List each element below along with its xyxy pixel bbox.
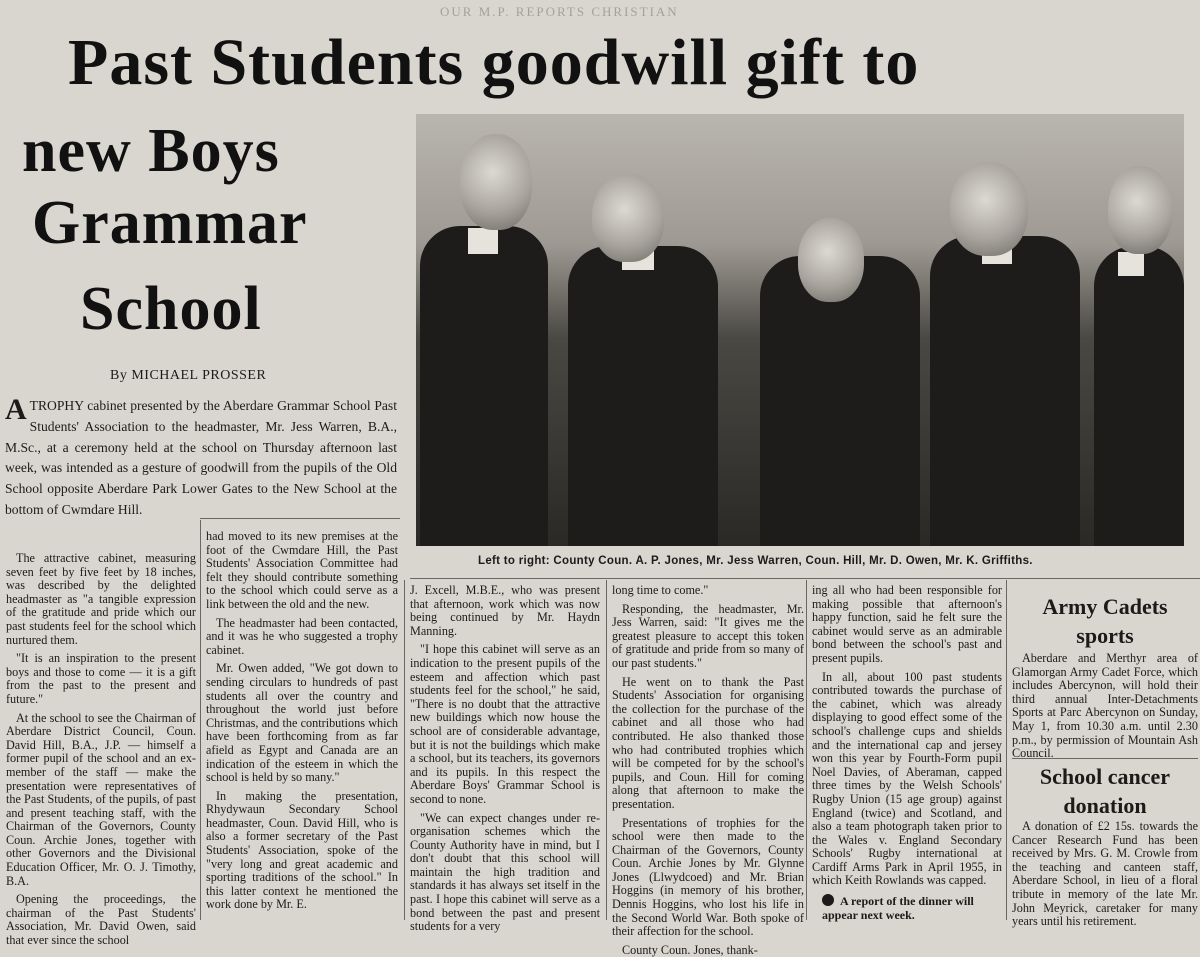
paragraph: He went on to thank the Past Students' Association for organising the collection for the purchase of the cabinet and all those who had contributed. He also thanked those who had contributed trophies which will be competed for by the school's pupils, and Coun. Hill for coming along that afternoon to make the presentation. — [612, 674, 804, 811]
person-5 — [1088, 136, 1184, 546]
bullet-icon — [822, 894, 834, 906]
column-rule-top — [200, 518, 400, 519]
paragraph: At the school to see the Chairman of Aberdare District Council, Coun. David Hill, B.A., J.P. — himself a former pupil of the school and an ex-member of the staff — make the presentation were representatives of the Past Students, of the pupils, of past and present teaching staff, with the Chairman of the Governors, County Coun. Archie Jones, together with other Governors and the Divisional Education Officer, Mr. O. J. Timothy, B.A. — [6, 710, 196, 888]
paragraph: J. Excell, M.B.E., who was present that afternoon, work which was now being continued by Mr. Haydn Manning. — [410, 583, 600, 638]
paragraph: The headmaster had been contacted, and it was he who suggested a trophy cabinet. — [206, 615, 398, 657]
column-rule — [606, 580, 607, 920]
paragraph: In making the presentation, Rhydywaun Secondary School headmaster, Coun. David Hill, who is also a former secretary of the Past Students' Association, spoke of the "very long and great academic and sporting traditions of the school." In this latter context he mentioned the work done by Mr. E. — [206, 788, 398, 912]
paragraph: Mr. Owen added, "We got down to sending circulars to hundreds of past students all over the country and throughout the world just before Christmas, and the contributions which have been forthcoming from as far afield as Egypt and Canada are an indication of the esteem in which the school is held by so many." — [206, 661, 398, 785]
paragraph: Responding, the headmaster, Mr. Jess Warren, said: "It gives me the greatest pleasure to accept this token of gratitude and pride from so many of our past students." — [612, 601, 804, 670]
column-rule — [1006, 580, 1007, 920]
bleed-through-text: OUR M.P. REPORTS CHRISTIAN — [440, 4, 679, 19]
column-rule — [404, 580, 405, 920]
article-column-3 — [410, 583, 600, 934]
person-1 — [416, 126, 556, 546]
person-3 — [752, 166, 922, 546]
paragraph: Opening the proceedings, the chairman of the Past Students' Association, Mr. David Owen, said that ever since the school — [6, 892, 196, 948]
paragraph: A donation of £2 15s. towards the Cancer Research Fund has been received by Mrs. G. M. Crowle from the teaching and canteen staff, Aberdare School, in lieu of a floral tribute in memory of the late Mr. John Meyrick, caretaker for many years until his retirement. — [1012, 819, 1198, 929]
article-column-2 — [206, 530, 398, 924]
person-2 — [562, 146, 722, 546]
article-column-5 — [812, 584, 1002, 894]
article-column-4 — [612, 583, 804, 957]
lede-text: TROPHY cabinet presented by the Aberdare Grammar School Past Students' Association to the headmaster, Mr. Jess Warren, B.A., M.Sc., at a ceremony held at the school on Thursday afternoon last week, was intended as a gesture of goodwill from the pupils of the Old School opposite Aberdare Park Lower Gates to the New School at the bottom of Cwmdare Hill. — [5, 398, 397, 517]
caption-rule — [410, 578, 1200, 579]
group-photograph — [416, 114, 1184, 546]
column-rule — [200, 520, 201, 920]
paragraph: The attractive cabinet, measuring seven feet by five feet by 18 inches, was described by the delighted headmaster as "a tangible expression of the gratitude and pride which our past students feel for the school which nurtured them. — [6, 551, 196, 647]
person-4 — [924, 136, 1084, 546]
dinner-note-text: A report of the dinner will appear next week. — [822, 894, 974, 922]
headline-line-2: new Boys — [22, 117, 280, 185]
paragraph: ing all who had been responsible for making possible that afternoon's happy function, said he felt sure the cabinet would serve as an admirable bond between the school's past and present pupils. — [812, 583, 1002, 665]
article-column-1 — [6, 551, 196, 948]
army-cadets-headline: Army Cadets sports — [1042, 594, 1168, 648]
cancer-donation-body — [1012, 819, 1198, 929]
paragraph: had moved to its new premises at the foot of the Cwmdare Hill, the Past Students' Association Committee had felt they should contribute something to the school which could serve as a link between the old and the new. — [206, 529, 398, 611]
paragraph: "It is an inspiration to the present boys and those to come — it is a gift from the past to the present and future." — [6, 651, 196, 706]
byline: By MICHAEL PROSSER — [110, 368, 267, 383]
paragraph: In all, about 100 past students contributed towards the purchase of the cabinet, which was already displaying to good effect some of the school's challenge cups and shields and the international cap and jersey won this year by Fourth-Form pupil Noel Davies, of Aberaman, capped three times by the Welsh Schools' Rugby Union (15 age group) against England (twice) and Scotland, and also a team photograph taken prior to the Wales v. England Secondary Schools' Rugby international at Cardiff Arms Park in April 1955, in which Keith Rowlands was capped. — [812, 669, 1002, 888]
headline-line-4: School — [80, 275, 262, 343]
army-cadets-body — [1012, 652, 1198, 760]
photo-caption: Left to right: County Coun. A. P. Jones, Mr. Jess Warren, Coun. Hill, Mr. D. Owen, Mr. K. Griffiths. — [478, 555, 1033, 567]
headline-line-3: Grammar — [32, 189, 308, 257]
lede-paragraph — [5, 393, 397, 521]
dinner-note — [822, 894, 1002, 922]
paragraph: County Coun. Jones, thank- — [622, 942, 758, 957]
paragraph: long time to come." — [612, 583, 709, 597]
paragraph: Presentations of trophies for the school were then made to the Chairman of the Governors, County Coun. Archie Jones by Mr. Glynne Jones (Llwydcoed) and Mr. Brian Hoggins (in memory of his brother, Dennis Hoggins, who lost his life in the Second World War. Both spoke of their affection for the school. — [612, 815, 804, 939]
drop-cap: A — [5, 393, 27, 426]
column-rule — [806, 580, 807, 920]
paragraph: Aberdare and Merthyr area of Glamorgan Army Cadet Force, which includes Abercynon, will hold their third annual Inter-Detachments Sports at Parc Abercynon on Sunday, May 1, from 10.30 a.m. until 2.30 p.m., by permission of Mountain Ash Council. — [1012, 651, 1198, 761]
cancer-donation-headline: School cancer donation — [1039, 764, 1171, 818]
paragraph: "We can expect changes under re-organisation schemes which the County Authority have in mind, but I don't doubt that this school will maintain the high tradition and standards it has always set itself in the past. I hope this cabinet will serve as a bond between the past and present students for a very — [410, 810, 600, 934]
headline-line-1: Past Students goodwill gift to — [68, 26, 920, 99]
paragraph: "I hope this cabinet will serve as an indication to the present pupils of the esteem and affection which past students feel for the school," he said, "There is no doubt that the attractive new buildings which now house the school are of considerable advantage, but it is not the buildings which make a school, but its teachers, its governors and its pupils. In this respect the Aberdare Boys' Grammar School is second to none. — [410, 642, 600, 806]
